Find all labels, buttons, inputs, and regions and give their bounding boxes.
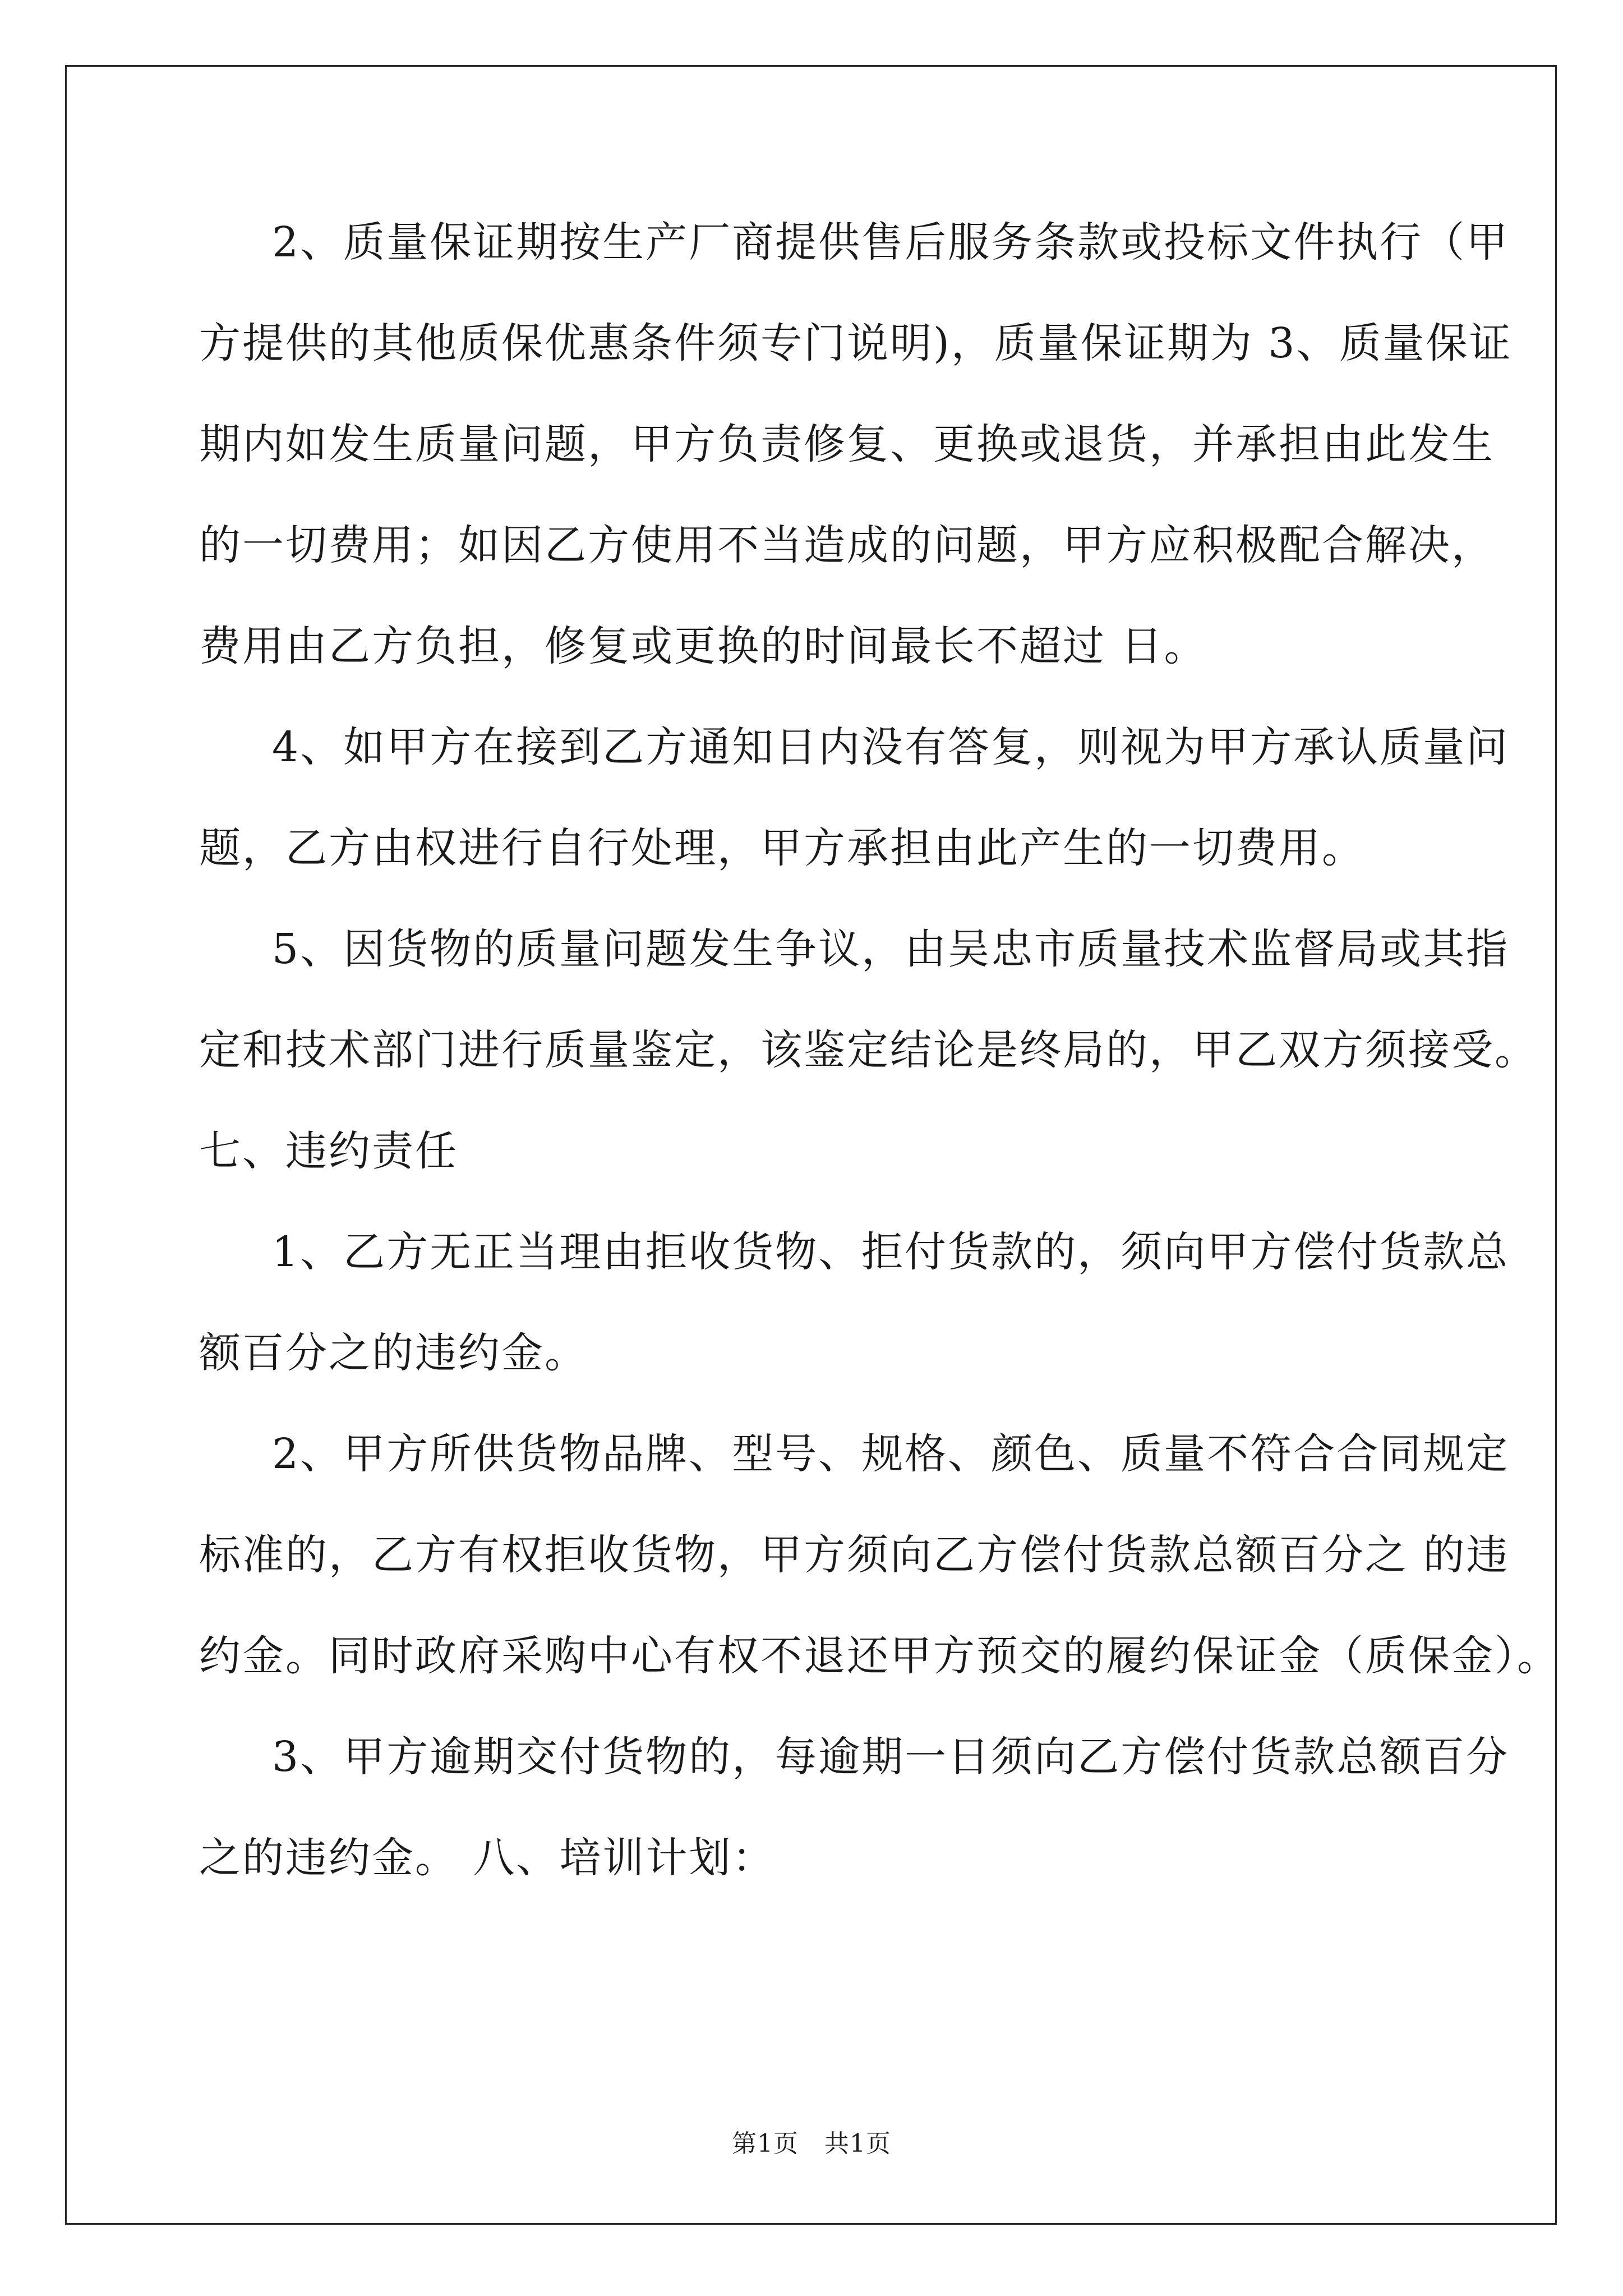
paragraph-line: 期内如发生质量问题，甲方负责修复、更换或退货，并承担由此发生: [199, 420, 1495, 468]
paragraph-line: 额百分之的违约金。: [199, 1329, 588, 1377]
paragraph-line: 定和技术部门进行质量鉴定，该鉴定结论是终局的，甲乙双方须接受。: [199, 1026, 1538, 1074]
paragraph-line: 之的违约金。 八、培训计划：: [199, 1834, 776, 1882]
paragraph-line: 的一切费用；如因乙方使用不当造成的问题，甲方应积极配合解决，: [199, 521, 1495, 569]
paragraph-line: 约金。同时政府采购中心有权不退还甲方预交的履约保证金（质保金）。: [199, 1632, 1560, 1680]
paragraph-line: 5、因货物的质量问题发生争议，由吴忠市质量技术监督局或其指: [272, 925, 1510, 973]
page-number: 第1页: [732, 2129, 799, 2158]
paragraph-line: 题，乙方由权进行自行处理，甲方承担由此产生的一切费用。: [199, 824, 1365, 872]
paragraph-line: 3、甲方逾期交付货物的，每逾期一日须向乙方偿付货款总额百分: [272, 1733, 1510, 1781]
paragraph-line: 4、如甲方在接到乙方通知日内没有答复，则视为甲方承认质量问: [272, 723, 1510, 771]
section-heading: 七、违约责任: [199, 1127, 458, 1175]
paragraph-line: 标准的，乙方有权拒收货物，甲方须向乙方偿付货款总额百分之 的违: [199, 1531, 1510, 1579]
paragraph-line: 2、质量保证期按生产厂商提供售后服务条款或投标文件执行（甲: [272, 218, 1510, 266]
page-footer: [0, 2123, 1623, 2159]
paragraph-line: 方提供的其他质保优惠条件须专门说明)，质量保证期为 3、质量保证: [199, 319, 1513, 367]
paragraph-line: 2、甲方所供货物品牌、型号、规格、颜色、质量不符合合同规定: [272, 1430, 1510, 1478]
paragraph-line: 1、乙方无正当理由拒收货物、拒付货款的，须向甲方偿付货款总: [272, 1228, 1510, 1276]
page-total: 共1页: [824, 2129, 891, 2158]
paragraph-line: 费用由乙方负担，修复或更换的时间最长不超过 日。: [199, 622, 1207, 670]
